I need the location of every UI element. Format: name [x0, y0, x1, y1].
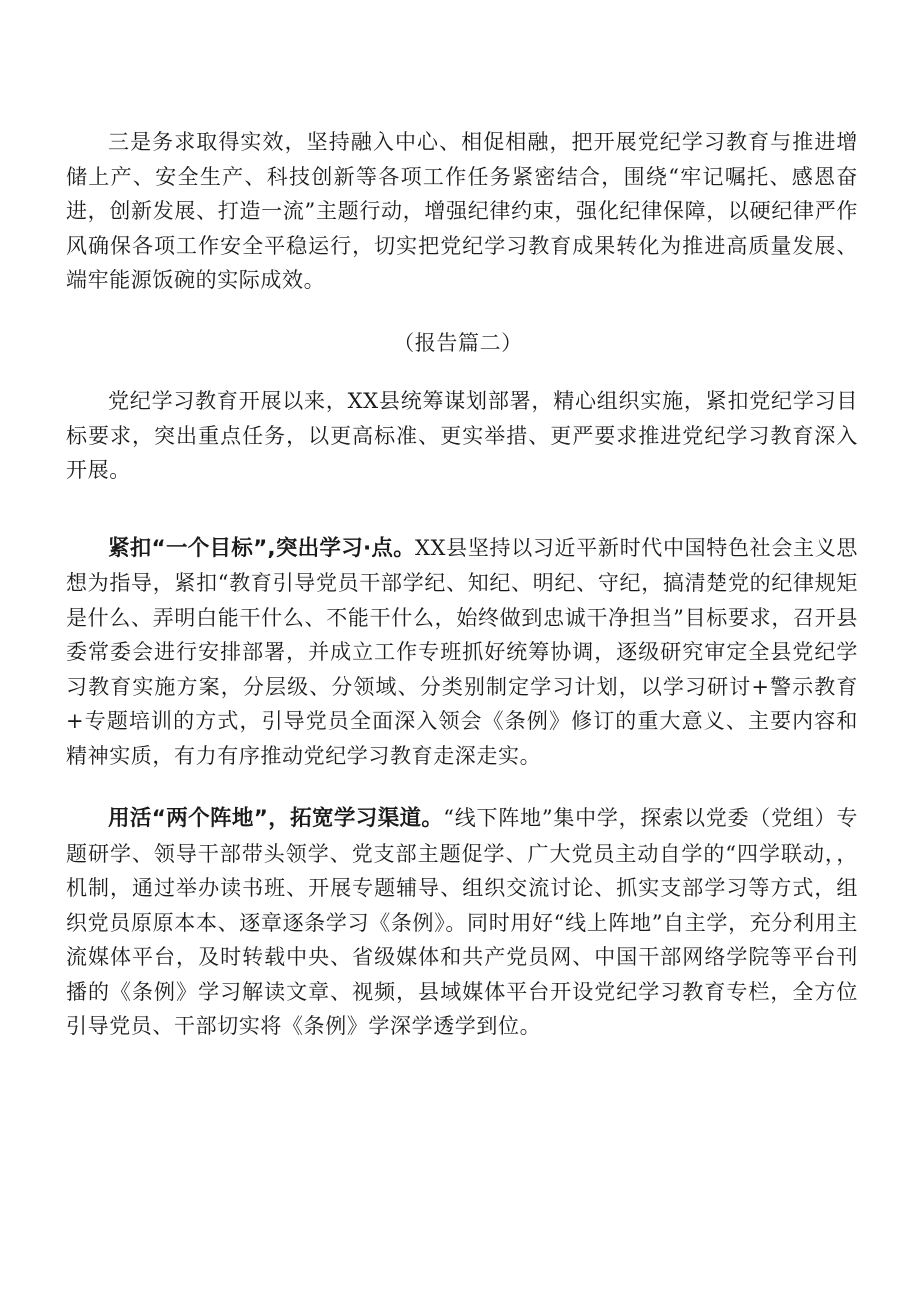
paragraph-two-positions — [66, 801, 858, 1044]
section-heading-two-positions: 用活“两个阵地”，拓宽学习渠道。 — [108, 806, 444, 831]
paragraph-one-goal — [66, 531, 858, 774]
report-subtitle: （报告篇二） — [393, 330, 523, 355]
section-body-two-positions: “线下阵地”集中学，探索以党委（党组）专题研学、领导干部带头领学、党支部主题促学、广大党员主动自学的“四学联动，，机制，通过举办读书班、开展专题辅导、组织交流讨论、抓实支部学习等方式，组织党员原原本本、逐章逐条学习《条例》。同时用好“线上阵地”自主学，充分利用主流媒体平台，及时转载中央、省级媒体和共产党员网、中国干部网络学院等平台刊播的《条例》学习解读文章、视频，县域媒体平台开设党纪学习教育专栏，全方位引导党员、干部切实将《条例》学深学透学到位。 — [66, 806, 858, 1038]
section-body-one-goal: XX县坚持以习近平新时代中国特色社会主义思想为指导，紧扣“教育引导党员干部学纪、知纪、明纪、守纪，搞清楚党的纪律规矩是什么、弄明白能干什么、不能干什么，始终做到忠诚干净担当”目标要求，召开县委常委会进行安排部署，并成立工作专班抓好统筹协调，逐级研究审定全县党纪学习教育实施方案，分层级、分领域、分类别制定学习计划，以学习研讨+警示教育+专题培训的方式，引导党员全面深入领会《条例》修订的重大意义、主要内容和精神实质，有力有序推动党纪学习教育走深走实。 — [66, 535, 858, 768]
section-heading-one-goal: 紧扣“一个目标”,突出学习·点。 — [108, 535, 415, 561]
paragraph-results: 三是务求取得实效，坚持融入中心、相促相融，把开展党纪学习教育与推进增储上产、安全生产、科技创新等各项工作任务紧密结合，围绕“牢记嘱托、感恩奋进，创新发展、打造一流”主题行动，增强纪律约束，强化纪律保障，以硬纪律严作风确保各项工作安全平稳运行，切实把党纪学习教育成果转化为推进高质量发展、端牢能源饭碗的实际成效。 — [66, 130, 858, 292]
paragraph-intro: 党纪学习教育开展以来，XX县统筹谋划部署，精心组织实施，紧扣党纪学习目标要求，突出重点任务，以更高标准、更实举措、更严要求推进党纪学习教育深入开展。 — [66, 389, 858, 482]
